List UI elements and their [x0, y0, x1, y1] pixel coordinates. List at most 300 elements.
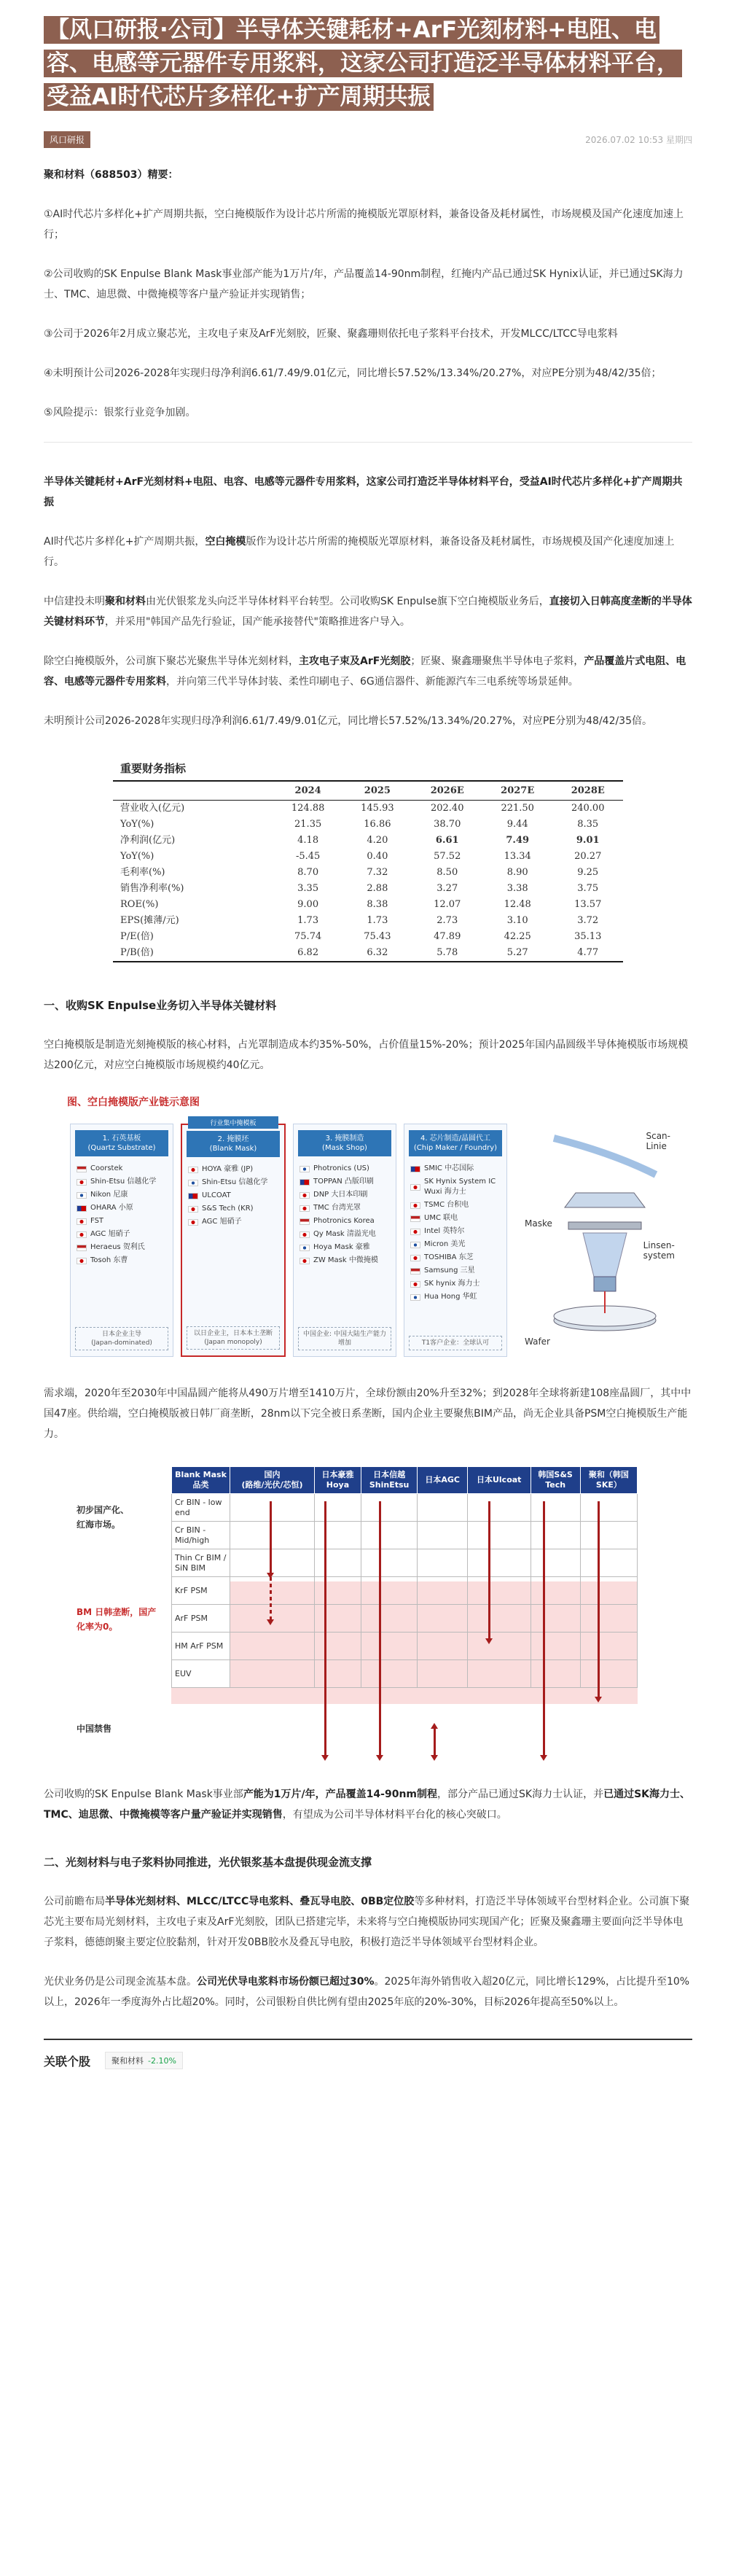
- country-flag-icon: [188, 1219, 198, 1226]
- country-flag-icon: [410, 1215, 420, 1222]
- competition-table: [171, 1466, 638, 1688]
- country-flag-icon: [77, 1166, 87, 1172]
- fin-row-label: 销售净利率(%): [120, 883, 184, 894]
- fin-header-cell: 2027E: [482, 781, 552, 801]
- coverage-arrow-dashed: [270, 1577, 272, 1621]
- fin-cell: 124.88: [291, 803, 325, 814]
- side-note-ban: 中国禁售: [77, 1724, 112, 1734]
- fin-row-label: P/E(倍): [120, 931, 154, 942]
- fin-cell: 9.44: [506, 819, 528, 830]
- chain-company-name: Qy Mask 清溢光电: [313, 1230, 376, 1238]
- fin-cell: 8.70: [297, 867, 319, 878]
- country-flag-icon: [410, 1184, 420, 1191]
- chain-column-head: 3. 掩膜制造 (Mask Shop): [298, 1130, 391, 1156]
- product-name: Cr BIN - low end: [172, 1494, 230, 1522]
- coverage-cell: [467, 1522, 531, 1549]
- chain-company: [294, 1241, 396, 1254]
- country-flag-icon: [188, 1193, 198, 1199]
- fin-cell: 9.01: [576, 835, 600, 846]
- fin-row-label: YoY(%): [120, 819, 154, 830]
- fin-cell: 5.78: [412, 945, 482, 962]
- coverage-cell: [580, 1494, 637, 1522]
- product-row: [172, 1522, 638, 1549]
- fin-cell: 3.10: [506, 915, 528, 926]
- chain-company-name: SK Hynix System IC Wuxi 海力士: [424, 1178, 496, 1196]
- fin-row: [113, 833, 623, 849]
- chain-company-name: Heraeus 贺利氏: [90, 1243, 145, 1251]
- competitor-header: 韩国S&S Tech: [531, 1467, 580, 1494]
- coverage-cell: [418, 1660, 468, 1688]
- coverage-cell: [467, 1577, 531, 1605]
- fin-row: [113, 897, 623, 913]
- product-name: Thin Cr BIM / SiN BIM: [172, 1549, 230, 1577]
- fin-cell: 21.35: [294, 819, 322, 830]
- chain-company: [404, 1264, 506, 1277]
- coverage-arrow: [324, 1501, 326, 1756]
- coverage-cell: [418, 1633, 468, 1660]
- fin-cell: 202.40: [430, 803, 464, 814]
- scan-line-label: Scan- Linie: [646, 1131, 670, 1151]
- country-flag-icon: [410, 1294, 420, 1301]
- chain-column-subtag: 行业集中掩模板: [188, 1116, 278, 1129]
- section-2-title: 二、光刻材料与电子浆料协同推进，光伏银浆基本盘提供现金流支撑: [44, 1856, 372, 1869]
- chain-company: [182, 1215, 284, 1229]
- fin-cell: 7.49: [506, 835, 530, 846]
- country-flag-icon: [300, 1192, 310, 1199]
- fin-row: [113, 913, 623, 929]
- country-flag-icon: [410, 1242, 420, 1248]
- coverage-cell: [361, 1549, 418, 1577]
- chain-company-name: Samsung 三星: [424, 1266, 475, 1275]
- coverage-cell: [361, 1577, 418, 1605]
- section-1-title: 一、收购SK Enpulse业务切入半导体关键材料: [44, 999, 277, 1012]
- country-flag-icon: [77, 1192, 87, 1199]
- competitor-header: 日本信越 ShinEtsu: [361, 1467, 418, 1494]
- chain-company-name: ZW Mask 中微掩模: [313, 1256, 378, 1264]
- coverage-cell: [531, 1577, 580, 1605]
- chain-company-name: ULCOAT: [202, 1191, 231, 1199]
- chain-company-name: Micron 美光: [424, 1240, 466, 1248]
- fin-cell: 9.00: [297, 899, 319, 910]
- chain-column: [404, 1124, 507, 1357]
- fin-header-cell: 2026E: [412, 781, 482, 801]
- summary-point-2: ②公司收购的SK Enpulse Blank Mask事业部产能为1万片/年，产品覆盖14-90nm制程，红掩内产品已通过SK Hynix认证，并已通过SK海力士、TMC、迪思微、中微掩模等客户量产验证并实现销售；: [44, 268, 684, 300]
- country-flag-icon: [300, 1166, 310, 1172]
- chain-company: [182, 1189, 284, 1202]
- coverage-cell: [361, 1494, 418, 1522]
- coverage-cell: [531, 1660, 580, 1688]
- chain-company: [71, 1215, 173, 1228]
- chain-company: [294, 1188, 396, 1202]
- fin-cell: 20.27: [574, 851, 602, 862]
- chain-column-head: 2. 掩膜坯 (Blank Mask): [187, 1131, 280, 1157]
- chain-column-foot: 以日企业主，日本本土垄断 (Japan monopoly): [187, 1326, 280, 1350]
- chain-company-name: Intel 英特尔: [424, 1227, 465, 1235]
- fin-cell: 75.74: [294, 931, 322, 942]
- coverage-arrow: [488, 1501, 490, 1640]
- fin-cell: 5.27: [482, 945, 552, 962]
- company-line: 聚和材料（688503）精要：: [44, 169, 179, 181]
- chain-company: [404, 1225, 506, 1238]
- chain-company-name: Coorstek: [90, 1164, 123, 1172]
- title-block: [44, 0, 692, 114]
- article-title: 【风口研报·公司】半导体关键耗材+ArF光刻材料+电阻、电容、电感等元器件专用浆料，这家公司打造泛半导体材料平台，受益AI时代芯片多样化+扩产周期共振: [44, 13, 692, 114]
- country-flag-icon: [77, 1218, 87, 1225]
- summary-point-4: ④未明预计公司2026-2028年实现归母净利润6.61/7.49/9.01亿元，同比增长57.52%/13.34%/20.27%，对应PE分别为48/42/35倍；: [44, 367, 662, 379]
- country-flag-icon: [410, 1255, 420, 1261]
- figure-title: 图、空白掩模版产业链示意图: [67, 1097, 200, 1108]
- product-name: KrF PSM: [172, 1577, 230, 1605]
- chain-company: [404, 1238, 506, 1251]
- chain-company: [71, 1188, 173, 1202]
- fin-cell: 2.73: [436, 915, 458, 926]
- fin-cell: 42.25: [504, 931, 531, 942]
- coverage-cell: [531, 1633, 580, 1660]
- chain-company-name: TOPPAN 凸版印刷: [313, 1178, 374, 1186]
- body-paragraph-1: AI时代芯片多样化+扩产周期共振，空白掩模版作为设计芯片所需的掩模版光罩原材料，兼备设备及耗材属性，市场规模及国产化速度加速上行。: [44, 536, 675, 568]
- chain-company-name: Hoya Mask 豪雅: [313, 1243, 370, 1251]
- section-2-paragraph-1: 公司前瞻布局半导体光刻材料、MLCC/LTCC导电浆料、叠瓦导电胶、0BB定位胶等多种材料，打造泛半导体领域平台型材料企业。公司旗下聚芯光主要布局光刻材料，主攻电子束及ArF光刻胶，团队已搭建完毕，未来将与空白掩模版协同实现国产化；匠聚及聚鑫珊主要面向泛半导体电子浆料，德德朗聚主要定位胶黏剂，针对开发0BB胶水及叠瓦导电胶，积极打造泛半导体领域平台型材料企业。: [44, 1896, 690, 1948]
- divider: [44, 442, 692, 443]
- coverage-cell: [467, 1549, 531, 1577]
- country-flag-icon: [410, 1268, 420, 1275]
- section-1-paragraph-3: 公司收购的SK Enpulse Blank Mask事业部产能为1万片/年，产品覆盖14-90nm制程，部分产品已通过SK海力士认证，并已通过SK海力士、TMC、迪思微、中微掩模等客户量产验证并实现销售，有望成为公司半导体材料平台化的核心突破口。: [44, 1789, 691, 1821]
- fin-row: [113, 881, 623, 897]
- chain-company-name: Shin-Etsu 信越化学: [90, 1178, 157, 1186]
- body-paragraph-2: 中信建投未明聚和材料由光伏银浆龙头向泛半导体材料平台转型。公司收购SK Enpulse旗下空白掩模版业务后，直接切入日韩高度垄断的半导体关键材料环节，并采用"韩国产品先行验证，国产能承接替代"策略推进客户导入。: [44, 596, 692, 628]
- industry-chain-flow: [70, 1120, 507, 1357]
- country-flag-icon: [410, 1229, 420, 1235]
- coverage-cell: [315, 1633, 361, 1660]
- coverage-cell: [418, 1522, 468, 1549]
- country-flag-icon: [410, 1202, 420, 1209]
- fin-row: [113, 801, 623, 817]
- fin-cell: 6.82: [273, 945, 342, 962]
- coverage-cell: [580, 1660, 637, 1688]
- coverage-cell: [315, 1577, 361, 1605]
- product-row: [172, 1660, 638, 1688]
- fin-cell: 2.88: [367, 883, 388, 894]
- chain-company: [294, 1254, 396, 1267]
- coverage-cell: [467, 1633, 531, 1660]
- product-name: Cr BIN - Mid/high: [172, 1522, 230, 1549]
- fin-row-label: 毛利率(%): [120, 867, 165, 878]
- fin-cell: 75.43: [364, 931, 391, 942]
- chain-company: [71, 1202, 173, 1215]
- fin-cell: 8.38: [367, 899, 388, 910]
- country-flag-icon: [300, 1258, 310, 1264]
- fin-cell: 240.00: [571, 803, 605, 814]
- country-flag-icon: [188, 1167, 198, 1173]
- competitor-header: 国内 (路维/光伏/芯恒): [230, 1467, 315, 1494]
- coverage-cell: [580, 1549, 637, 1577]
- coverage-arrow: [543, 1501, 545, 1756]
- product-name: EUV: [172, 1660, 230, 1688]
- industry-chain-figure: [58, 1094, 678, 1364]
- coverage-cell: [230, 1605, 315, 1633]
- chain-company-name: Shin-Etsu 信越化学: [202, 1178, 268, 1186]
- fin-cell: 6.32: [342, 945, 412, 962]
- fin-cell: 1.73: [297, 915, 319, 926]
- fin-cell: 1.73: [367, 915, 388, 926]
- fin-cell: 47.89: [434, 931, 461, 942]
- chain-company-name: Nikon 尼康: [90, 1191, 128, 1199]
- related-stocks-title: 关联个股: [44, 2054, 91, 2069]
- fin-cell: 12.07: [434, 899, 461, 910]
- product-name: HM ArF PSM: [172, 1633, 230, 1660]
- chain-company: [404, 1199, 506, 1212]
- mask-label: Maske: [525, 1218, 552, 1229]
- coverage-cell: [315, 1549, 361, 1577]
- chain-column: [181, 1120, 286, 1357]
- fin-cell: 4.77: [552, 945, 623, 962]
- fin-cell: 38.70: [434, 819, 461, 830]
- coverage-cell: [580, 1577, 637, 1605]
- chain-company-name: TOSHIBA 东芝: [424, 1253, 474, 1261]
- chain-company-name: TMC 台湾光罩: [313, 1204, 361, 1212]
- coverage-arrow: [270, 1501, 272, 1574]
- chain-company-name: SK hynix 海力士: [424, 1280, 480, 1288]
- fin-header-cell: 2028E: [552, 781, 623, 801]
- chain-company: [182, 1176, 284, 1189]
- article-meta: [44, 130, 692, 149]
- chain-company-name: Hua Hong 华虹: [424, 1293, 477, 1301]
- body-paragraph-3: 除空白掩模版外，公司旗下聚芯光聚焦半导体光刻材料，主攻电子束及ArF光刻胶；匠聚、聚鑫珊聚焦半导体电子浆料，产品覆盖片式电阻、电容、电感等元器件专用浆料，并向第三代半导体封装、柔性印刷电子、6G通信器件、新能源汽车三电系统等场景延伸。: [44, 655, 686, 688]
- chain-column-foot: T1客户企业：全球认可: [409, 1336, 502, 1350]
- body-paragraph-4: 未明预计公司2026-2028年实现归母净利润6.61/7.49/9.01亿元，同比增长57.52%/13.34%/20.27%，对应PE分别为48/42/35倍。: [44, 715, 653, 727]
- coverage-cell: [361, 1522, 418, 1549]
- fin-cell: 3.75: [577, 883, 599, 894]
- fin-row-label: 净利润(亿元): [120, 835, 176, 846]
- chain-company-name: TSMC 台积电: [424, 1201, 469, 1209]
- country-flag-icon: [188, 1206, 198, 1213]
- chain-company: [71, 1254, 173, 1267]
- body-heading: 半导体关键耗材+ArF光刻材料+电阻、电容、电感等元器件专用浆料，这家公司打造泛半导体材料平台，受益AI时代芯片多样化+扩产周期共振: [44, 476, 683, 508]
- financial-table: [113, 780, 623, 962]
- coverage-cell: [580, 1522, 637, 1549]
- product-row: [172, 1549, 638, 1577]
- chain-company: [182, 1202, 284, 1215]
- chain-company: [294, 1215, 396, 1228]
- side-note-domestic: 初步国产化、 红海市场。: [77, 1505, 130, 1530]
- chain-company-name: DNP 大日本印刷: [313, 1191, 368, 1199]
- fin-cell: 16.86: [364, 819, 391, 830]
- country-flag-icon: [300, 1179, 310, 1186]
- fin-cell: 8.50: [436, 867, 458, 878]
- lens-label: Linsen- system: [643, 1240, 675, 1261]
- fin-cell: 13.57: [574, 899, 602, 910]
- wafer-label: Wafer: [525, 1336, 550, 1347]
- fin-cell: 13.34: [504, 851, 531, 862]
- chain-company-name: HOYA 豪雅 (JP): [202, 1165, 254, 1173]
- country-flag-icon: [300, 1218, 310, 1225]
- chain-company: [404, 1251, 506, 1264]
- chain-company: [294, 1202, 396, 1215]
- chain-company: [404, 1277, 506, 1291]
- coverage-cell: [418, 1577, 468, 1605]
- chain-company-name: S&S Tech (KR): [202, 1205, 254, 1213]
- stock-chip[interactable]: [105, 2052, 183, 2069]
- summary-point-1: ①AI时代芯片多样化+扩产周期共振，空白掩模版作为设计芯片所需的掩模版光罩原材料，兼备设备及耗材属性，市场规模及国产化速度加速上行；: [44, 209, 684, 241]
- fin-cell: 9.25: [577, 867, 599, 878]
- coverage-arrow: [434, 1727, 436, 1756]
- financial-table-title: 重要财务指标: [120, 762, 187, 775]
- fin-row-label: 营业收入(亿元): [120, 803, 185, 814]
- country-flag-icon: [77, 1205, 87, 1212]
- fin-cell: 35.13: [574, 931, 602, 942]
- chain-company-name: UMC 联电: [424, 1214, 458, 1222]
- fin-row: [113, 817, 623, 833]
- fin-row-label: YoY(%): [120, 851, 154, 862]
- coverage-cell: [361, 1633, 418, 1660]
- coverage-arrow: [598, 1501, 600, 1698]
- lithography-illustration: [525, 1131, 675, 1350]
- chain-company-name: AGC 旭硝子: [90, 1230, 130, 1238]
- coverage-cell: [230, 1522, 315, 1549]
- fin-cell: 6.61: [435, 835, 459, 846]
- product-row: [172, 1577, 638, 1605]
- fin-cell: 4.20: [367, 835, 388, 846]
- country-flag-icon: [300, 1245, 310, 1251]
- related-stocks: [44, 2039, 692, 2069]
- stock-name: 聚和材料: [111, 2056, 144, 2066]
- coverage-cell: [531, 1522, 580, 1549]
- chain-company: [71, 1162, 173, 1175]
- section-2-paragraph-2: 光伏业务仍是公司现金流基本盘。公司光伏导电浆料市场份额已超过30%。2025年海外销售收入超20亿元，同比增长129%，占比提升至10%以上，2026年一季度海外占比超20%。同时，公司银粉自供比例有望由2025年底的20%-30%，目标2026年提高至50%以上。: [44, 1976, 690, 2008]
- coverage-cell: [418, 1494, 468, 1522]
- chain-company: [294, 1162, 396, 1175]
- chain-company-name: OHARA 小原: [90, 1204, 133, 1212]
- stock-change: -2.10%: [148, 2056, 176, 2066]
- fin-row: [113, 865, 623, 881]
- competitor-header: 日本Ulcoat: [467, 1467, 531, 1494]
- product-row: [172, 1605, 638, 1633]
- chain-company: [294, 1175, 396, 1188]
- fin-cell: 4.18: [297, 835, 319, 846]
- fin-cell: 7.32: [367, 867, 388, 878]
- coverage-cell: [467, 1494, 531, 1522]
- product-name: ArF PSM: [172, 1605, 230, 1633]
- chain-company: [182, 1163, 284, 1176]
- coverage-cell: [230, 1494, 315, 1522]
- coverage-cell: [230, 1660, 315, 1688]
- country-flag-icon: [410, 1281, 420, 1288]
- chain-company: [71, 1228, 173, 1241]
- coverage-cell: [418, 1549, 468, 1577]
- fin-cell: -5.45: [295, 851, 321, 862]
- chain-company: [404, 1175, 506, 1199]
- fin-cell: 8.90: [506, 867, 528, 878]
- coverage-cell: [467, 1605, 531, 1633]
- chain-company: [404, 1212, 506, 1225]
- chain-company: [294, 1228, 396, 1241]
- coverage-cell: [315, 1494, 361, 1522]
- country-flag-icon: [77, 1245, 87, 1251]
- coverage-cell: [580, 1605, 637, 1633]
- chain-column-foot: 日本企业主导 (Japan-dominated): [75, 1327, 168, 1350]
- product-row: [172, 1494, 638, 1522]
- chain-column: [293, 1124, 396, 1357]
- chain-column-head: 4. 芯片制造/晶圆代工 (Chip Maker / Foundry): [409, 1130, 502, 1156]
- fin-cell: 3.38: [506, 883, 528, 894]
- country-flag-icon: [300, 1205, 310, 1212]
- fin-row: [113, 849, 623, 865]
- fin-row-label: ROE(%): [120, 899, 159, 910]
- country-flag-icon: [300, 1231, 310, 1238]
- country-flag-icon: [410, 1166, 420, 1172]
- fin-cell: 221.50: [501, 803, 534, 814]
- fin-cell: 0.40: [367, 851, 388, 862]
- coverage-cell: [580, 1633, 637, 1660]
- chain-company-name: AGC 旭硝子: [202, 1218, 242, 1226]
- section-1-paragraph-1: 空白掩模版是制造光刻掩模版的核心材料，占光罩制造成本约35%-50%，占价值量15%-20%；预计2025年国内晶圆级半导体掩模版市场规模达200亿元，对应空白掩模版市场规模约40亿元。: [44, 1039, 689, 1071]
- fin-cell: 3.35: [297, 883, 319, 894]
- chain-company: [404, 1291, 506, 1304]
- fin-cell: 3.27: [436, 883, 458, 894]
- country-flag-icon: [77, 1179, 87, 1186]
- fin-cell: 8.35: [577, 819, 599, 830]
- country-flag-icon: [77, 1258, 87, 1264]
- coverage-cell: [531, 1549, 580, 1577]
- fin-row-label: EPS(摊薄/元): [120, 915, 179, 926]
- fin-cell: 3.72: [577, 915, 599, 926]
- chain-company: [71, 1175, 173, 1188]
- competitor-header: 日本AGC: [418, 1467, 468, 1494]
- chain-column-foot: 中国企业: 中国大陆生产能力增加: [298, 1327, 391, 1350]
- coverage-cell: [315, 1522, 361, 1549]
- product-row: [172, 1633, 638, 1660]
- blank-mask-competition-figure: [77, 1466, 659, 1765]
- coverage-cell: [315, 1660, 361, 1688]
- chain-column-head: 1. 石英基板 (Quartz Substrate): [75, 1130, 168, 1156]
- chain-company-name: Tosoh 东曹: [90, 1256, 128, 1264]
- chain-company-name: FST: [90, 1217, 104, 1225]
- fin-header-cell: [113, 781, 273, 801]
- column-tag[interactable]: 风口研报: [44, 131, 90, 148]
- chain-company-name: Photronics Korea: [313, 1217, 375, 1225]
- section-1-paragraph-2: 需求端，2020年至2030年中国晶圆产能将从490万片增至1410万片，全球份额由20%升至32%；到2028年全球将新建108座晶圆厂，其中中国47座。供给端，空白掩模版被日韩厂商垄断，28nm以下完全被日系垄断，国内企业主要聚焦BIM产品，尚无企业具备PSM空白掩模版生产能力。: [44, 1388, 692, 1440]
- competitor-header: 日本豪雅 Hoya: [315, 1467, 361, 1494]
- financial-table-block: [113, 760, 623, 962]
- competitor-header: 聚和（韩国 SKE）: [580, 1467, 637, 1494]
- coverage-cell: [230, 1577, 315, 1605]
- fin-header-cell: 2024: [273, 781, 342, 801]
- coverage-cell: [361, 1605, 418, 1633]
- country-flag-icon: [188, 1180, 198, 1186]
- coverage-cell: [315, 1605, 361, 1633]
- coverage-cell: [418, 1605, 468, 1633]
- fin-cell: 145.93: [361, 803, 394, 814]
- fin-row-label: P/B(倍): [113, 945, 273, 962]
- summary-point-3: ③公司于2026年2月成立聚芯光，主攻电子束及ArF光刻胶，匠聚、聚鑫珊则依托电子浆料平台技术，开发MLCC/LTCC导电浆料: [44, 328, 618, 340]
- chain-company: [71, 1241, 173, 1254]
- publish-date: 2026.07.02 10:53 星期四: [585, 134, 692, 145]
- fin-cell: 57.52: [434, 851, 461, 862]
- coverage-cell: [230, 1633, 315, 1660]
- coverage-cell: [361, 1660, 418, 1688]
- coverage-cell: [531, 1494, 580, 1522]
- country-flag-icon: [77, 1231, 87, 1238]
- chain-column: [70, 1124, 173, 1357]
- chain-company-name: Photronics (US): [313, 1164, 369, 1172]
- fin-row: [113, 945, 623, 962]
- chain-company: [404, 1162, 506, 1175]
- summary-point-5: ⑤风险提示：银浆行业竞争加剧。: [44, 407, 196, 419]
- coverage-arrow: [379, 1501, 381, 1756]
- competitor-header: Blank Mask 品类: [172, 1467, 230, 1494]
- fin-row: [113, 929, 623, 945]
- fin-header-cell: 2025: [342, 781, 412, 801]
